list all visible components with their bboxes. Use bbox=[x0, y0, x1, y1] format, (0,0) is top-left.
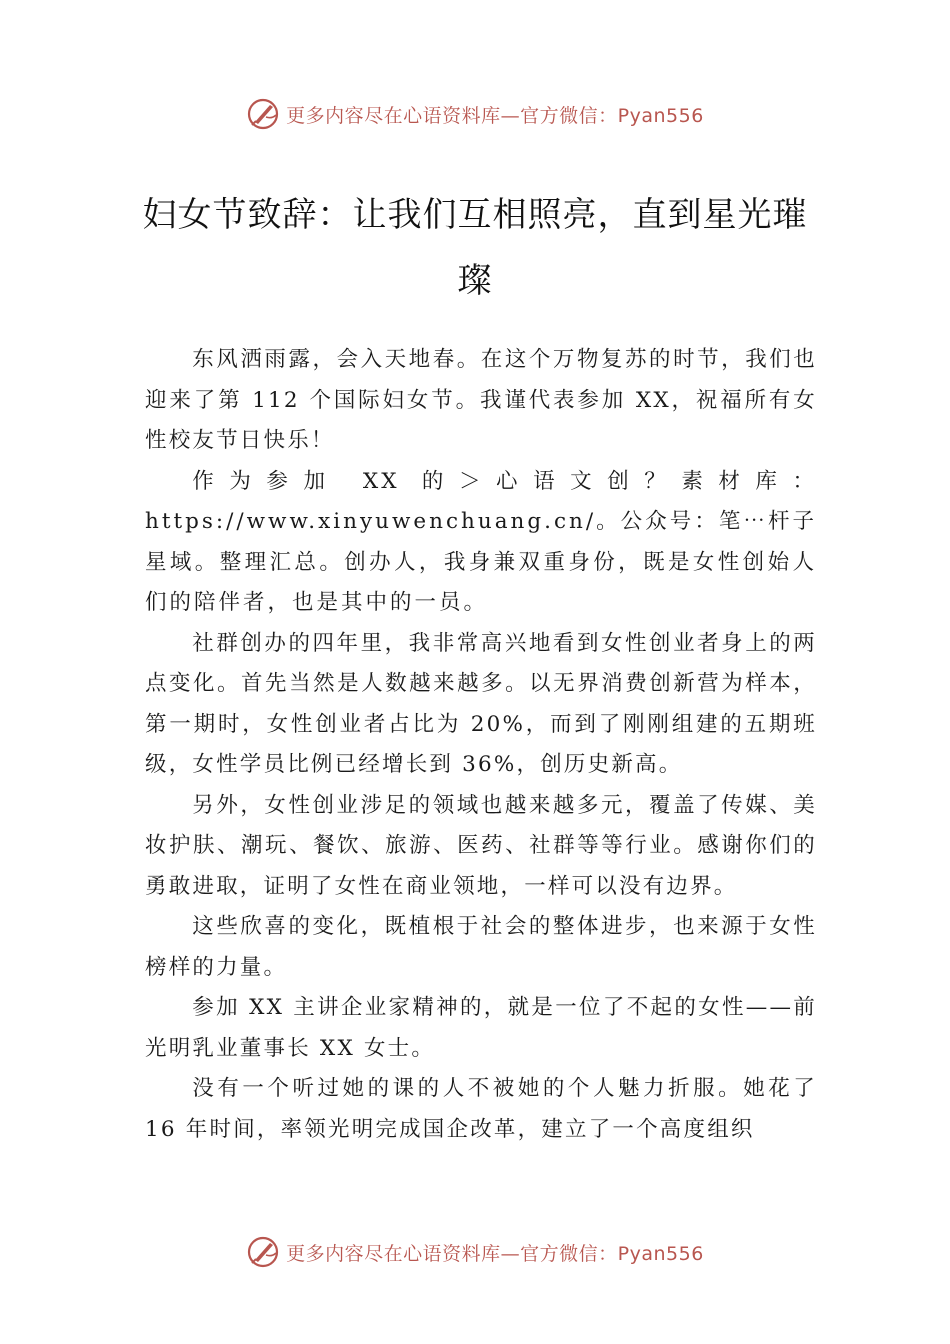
paragraph: 作为参加 XX 的＞心语文创？素材库：https://www.xinyuwenchuang.cn/。公众号：笔⋯杆子星域。整理汇总。创办人，我身兼双重身份，既是女性创始人们的陪伴者，也是其中的一员。 bbox=[145, 468, 817, 615]
paragraph: 没有一个听过她的课的人不被她的个人魅力折服。她花了 16 年时间，率领光明完成国企改革，建立了一个高度组织 bbox=[145, 1076, 817, 1142]
document-title: 妇女节致辞：让我们互相照亮，直到星光璀璨 bbox=[142, 195, 808, 301]
paragraph: 这些欣喜的变化，既植根于社会的整体进步，也来源于女性榜样的力量。 bbox=[145, 914, 817, 980]
quill-circle-icon bbox=[246, 1235, 280, 1269]
banner-wechat-id: Pyan556 bbox=[617, 104, 704, 127]
header-banner bbox=[0, 94, 950, 134]
paragraph: 社群创办的四年里，我非常高兴地看到女性创业者身上的两点变化。首先当然是人数越来越多。以无界消费创新营为样本，第一期时，女性创业者占比为 20%，而到了刚刚组建的五期班级，女性学员比例已经增长到 36%，创历史新高。 bbox=[145, 630, 817, 777]
paragraph: 另外，女性创业涉足的领域也越来越多元，覆盖了传媒、美妆护肤、潮玩、餐饮、旅游、医药、社群等等行业。感谢你们的勇敢进取，证明了女性在商业领地，一样可以没有边界。 bbox=[145, 792, 817, 899]
quill-circle-icon bbox=[246, 97, 280, 131]
banner-text-cn: 更多内容尽在心语资料库—官方微信： bbox=[286, 1242, 618, 1265]
footer-banner bbox=[0, 1232, 950, 1272]
banner-text bbox=[286, 1239, 704, 1266]
document-body bbox=[145, 340, 817, 1150]
banner-text-cn: 更多内容尽在心语资料库—官方微信： bbox=[286, 104, 618, 127]
paragraph: 参加 XX 主讲企业家精神的，就是一位了不起的女性——前光明乳业董事长 XX 女士。 bbox=[145, 995, 817, 1061]
banner-wechat-id: Pyan556 bbox=[617, 1242, 704, 1265]
banner-text bbox=[286, 101, 704, 128]
paragraph: 东风洒雨露，会入天地春。在这个万物复苏的时节，我们也迎来了第 112 个国际妇女节。我谨代表参加 XX，祝福所有女性校友节日快乐！ bbox=[145, 347, 817, 453]
